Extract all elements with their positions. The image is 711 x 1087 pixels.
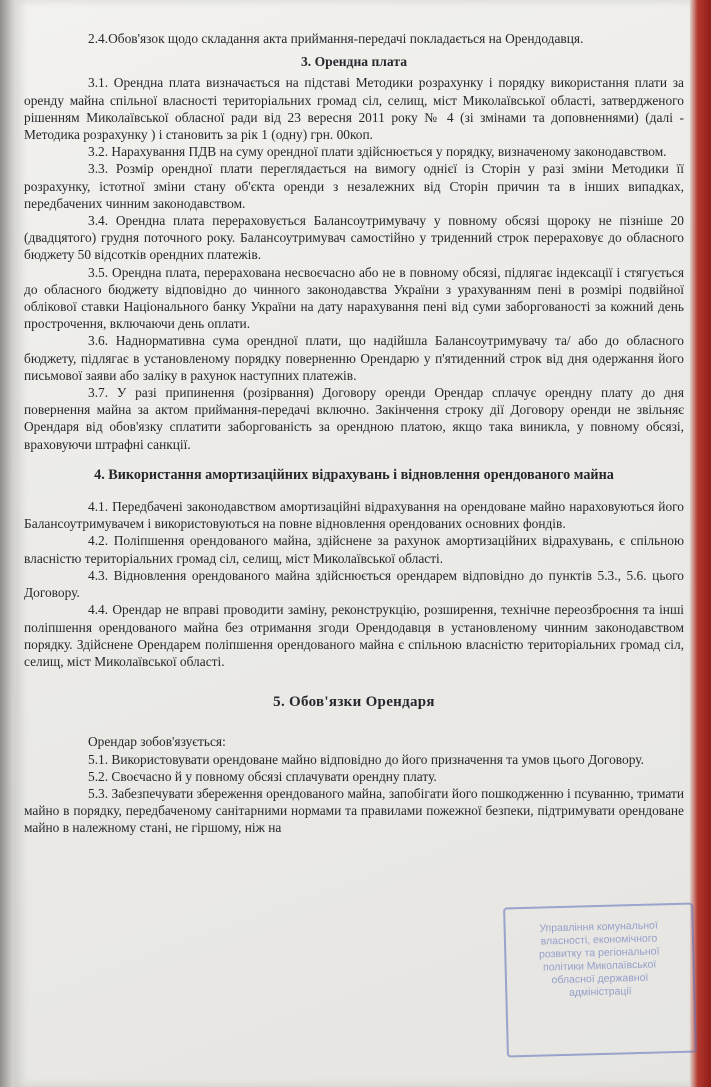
clause-5-3: 5.3. Забезпечувати збереження орендованого майна, запобігати його пошкодженню і псуванню, тримати майно в порядку, передбаченому санітарними нормами та правилами пожежної безпеки, підтримувати орендоване майно в належному стані, не гіршому, ніж на (24, 785, 684, 836)
clause-3-3: 3.3. Розмір орендної плати переглядається на вимогу однієї із Сторін у разі зміни Методики її розрахунку, істотної зміни стану об'єкта оренди з незалежних від Сторін причин та в інших випадках, передбачених чинним законодавством. (24, 161, 684, 211)
clause-3-7: 3.7. У разі припинення (розірвання) Договору оренди Орендар сплачує орендну плату до дня повернення майна за актом приймання-передачі включно. Закінчення строку дії Договору оренди не звільняє Орендаря від обов'язку сплатити заборгованість за орендною платою, якщо така виникла, у повному обсязі, враховуючи штрафні санкції. (24, 385, 684, 452)
stamp-line: розвитку та регіональної (538, 945, 660, 961)
stamp-line: власності, економічного (540, 932, 658, 948)
clause-4-1: 4.1. Передбачені законодавством амортизаційні відрахування на орендоване майно нараховуються його Балансоутримувачем і використовуються на повне відновлення орендованих основних фондів. (24, 499, 684, 532)
section-5-intro: Орендар зобов'язується: (88, 734, 226, 750)
section-4-title: 4. Використання амортизаційних відрахувань і відновлення орендованого майна (94, 466, 614, 483)
section-5-title: 5. Обов'язки Орендаря (273, 694, 435, 711)
clause-3-2: 3.2. Нарахування ПДВ на суму орендної плати здійснюється у порядку, визначеному законодавством. (88, 144, 667, 160)
clause-2-4: 2.4.Обов'язок щодо складання акта приймання-передачі покладається на Орендодавця. (88, 31, 584, 46)
contract-text (24, 30, 684, 837)
clause-4-2: 4.2. Поліпшення орендованого майна, здійснене за рахунок амортизаційних відрахувань, є спільною власністю територіальних громад сіл, селищ, міст Миколаївської області. (24, 533, 684, 566)
clause-4-3: 4.3. Відновлення орендованого майна здійснюється орендарем відповідно до пунктів 5.3., 5.6. цього Договору. (24, 567, 684, 601)
stamp-line: адміністрації (568, 985, 632, 999)
section-3-title: 3. Орендна плата (300, 54, 408, 70)
clause-3-6: 3.6. Наднормативна сума орендної плати, що надійшла Балансоутримувачу та/ або до обласного бюджету, підлягає в установленому порядку поверненню Орендарю у п'ятиденний строк від дня одержання його письмової заяви або заліку в рахунок наступних платежів. (24, 333, 684, 383)
stamp-line: політики Миколаївської (542, 958, 657, 974)
clause-3-1: 3.1. Орендна плата визначається на підставі Методики розрахунку і порядку використання плати за оренду майна спільної власності територіальних громад сіл, селищ, міст Миколаївської області, затвердженого рішенням Миколаївської обласної ради від 23 вересня 2011 року № 4 (зі змінами та доповненнями) (далі - Методика розрахунку ) і становить за рік 1 (одну) грн. 00коп. (24, 75, 684, 143)
clause-5-2: 5.2. Своєчасно й у повному обсязі сплачувати орендну плату. (88, 768, 437, 784)
stamp-line: обласної державної (551, 971, 649, 987)
clause-5-1: 5.1. Використовувати орендоване майно відповідно до його призначення та умов цього Договору. (88, 751, 644, 767)
clause-3-4: 3.4. Орендна плата перераховується Балансоутримувачу у повному обсязі щороку не пізніше 20 (двадцятого) грудня поточного року. Балансоутримувач самостійно у триденний строк перераховує до обласного бюджету 50 відсотків орендних платежів. (24, 213, 684, 263)
official-stamp (503, 903, 697, 1058)
stamp-line: Управління комунальної (539, 919, 658, 935)
clause-3-5: 3.5. Орендна плата, перерахована несвоєчасно або не в повному обсязі, підлягає індексації і стягується до обласного бюджету відповідно до чинного законодавства України з урахуванням пені в розмірі подвійної облікової ставки Національного банку України на дату нарахування пені від суми заборгованості за кожний день прострочення, включаючи день оплати. (24, 264, 684, 332)
clause-4-4: 4.4. Орендар не вправі проводити заміну, реконструкцію, розширення, технічне переозброєння та інші поліпшення орендованого майна без отримання згоди Орендодавця в установленому чинним законодавством порядку. Здійснене Орендарем поліпшення орендованого майна є спільною власністю територіальних громад сіл, селищ, міст Миколаївської області. (24, 602, 684, 669)
